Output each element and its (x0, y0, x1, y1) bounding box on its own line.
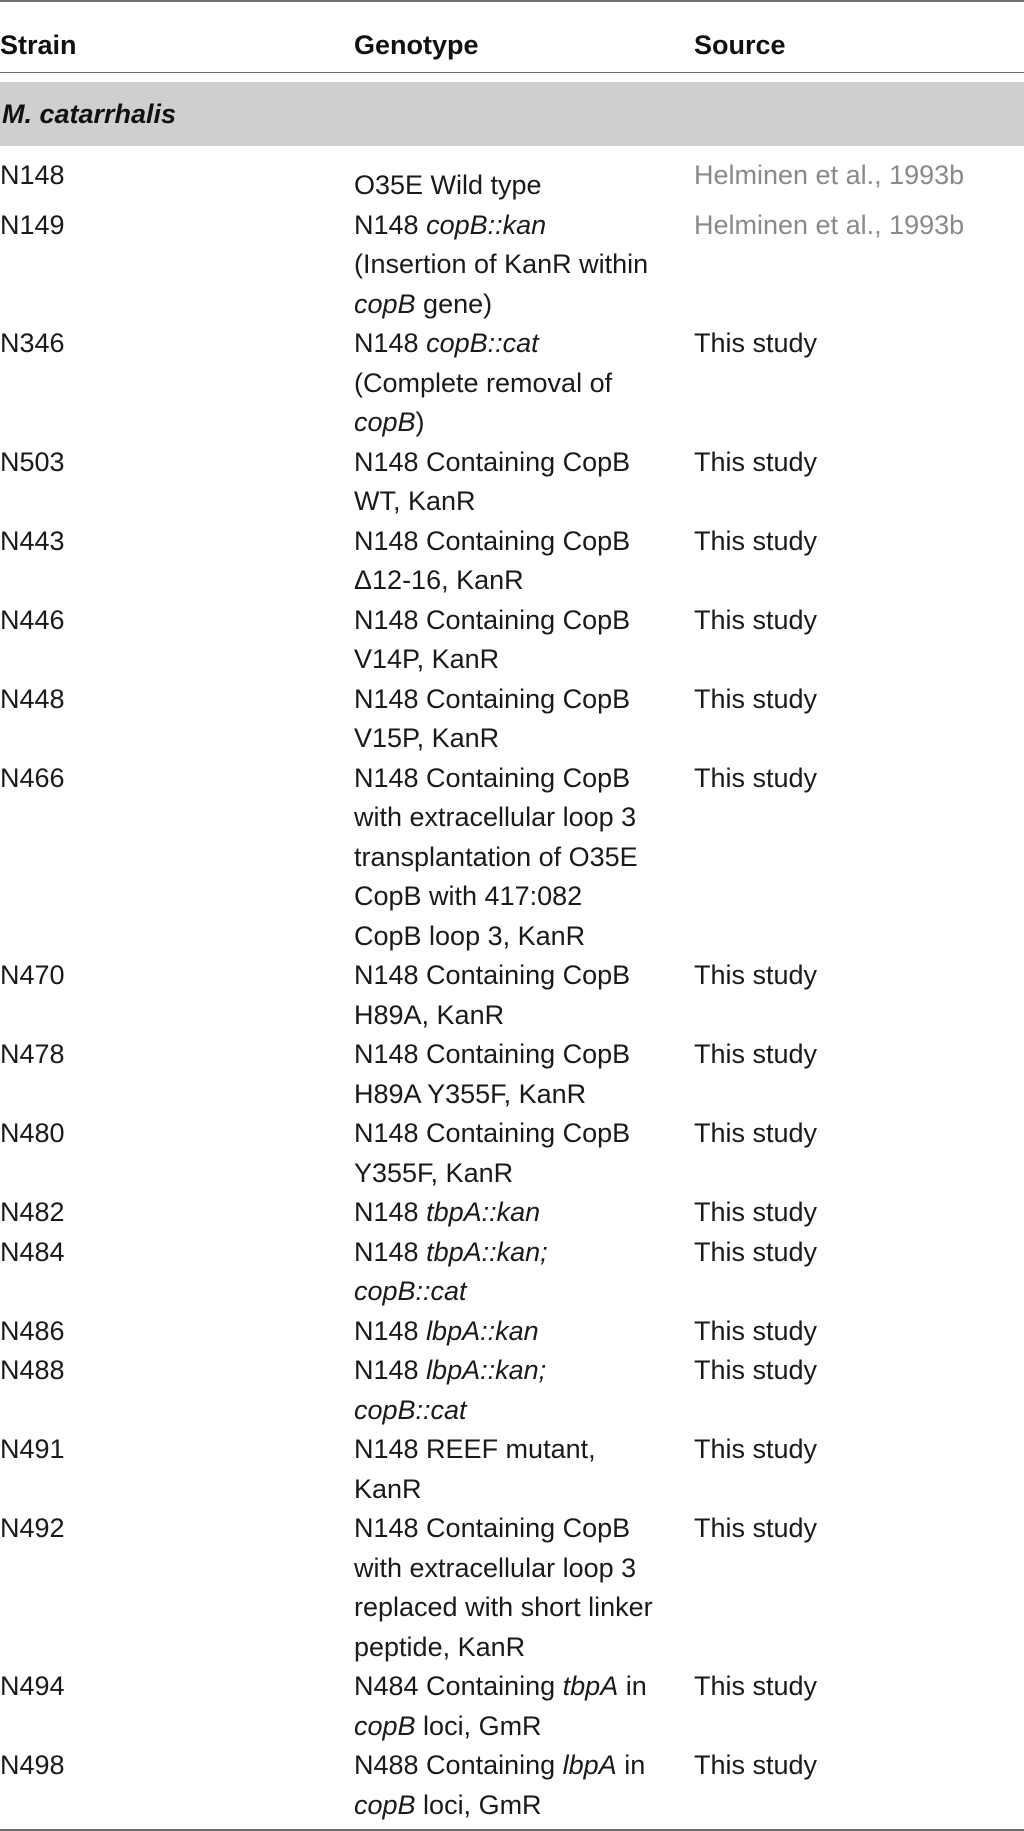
genotype-line: H89A Y355F, KanR (354, 1078, 587, 1109)
genotype-cell (354, 1312, 674, 1352)
genotype-cell (354, 1509, 674, 1667)
strain-cell: N492 (0, 1513, 65, 1543)
strain-cell: N482 (0, 1197, 65, 1227)
genotype-cell (354, 324, 674, 443)
table-row (0, 1233, 1024, 1312)
source-cell: This study (694, 525, 818, 556)
genotype-line: N148 Containing CopB (354, 1039, 631, 1069)
genotype-line: CopB with 417:082 (354, 881, 583, 911)
source-cell: This study (694, 1355, 818, 1385)
genotype-cell (354, 1746, 674, 1825)
genotype-line: KanR (354, 1473, 422, 1504)
strain-cell: N480 (0, 1118, 65, 1148)
genotype-line: copB loci, GmR (354, 1710, 542, 1741)
table-row (0, 1193, 1024, 1233)
genotype-line: N484 Containing tbpA in (354, 1671, 647, 1701)
genotype-line: N148 tbpA::kan (354, 1197, 541, 1227)
section-band (0, 82, 1024, 146)
strain-cell: N466 (0, 762, 65, 793)
strain-cell: N443 (0, 525, 65, 556)
strain-cell: N491 (0, 1434, 65, 1464)
table-row (0, 324, 1024, 443)
table-row (0, 443, 1024, 522)
genotype-cell (354, 1035, 674, 1114)
genotype-line: copB::cat (354, 1276, 467, 1306)
genotype-cell (354, 680, 674, 759)
source-cell: This study (694, 604, 818, 635)
genotype-line: N148 Containing CopB (354, 960, 631, 990)
genotype-line: (Complete removal of (354, 367, 613, 398)
genotype-line: replaced with short linker (354, 1592, 653, 1622)
strain-cell: N448 (0, 683, 65, 714)
table-body (0, 146, 1024, 1825)
genotype-line: peptide, KanR (354, 1631, 526, 1662)
source-cell: Helminen et al., 1993b (694, 209, 965, 240)
table-row (0, 1667, 1024, 1746)
strain-cell: N503 (0, 446, 65, 477)
genotype-line: N148 Containing CopB (354, 1118, 631, 1148)
strain-cell: N149 (0, 209, 65, 240)
strain-cell: N498 (0, 1750, 65, 1780)
genotype-line: N148 REEF mutant, (354, 1434, 596, 1464)
strain-cell: N484 (0, 1236, 65, 1267)
source-cell: This study (694, 1197, 818, 1227)
genotype-cell (354, 166, 674, 206)
source-cell: This study (694, 1513, 818, 1543)
header-genotype: Genotype (354, 30, 479, 60)
genotype-cell (354, 1193, 674, 1233)
genotype-cell (354, 956, 674, 1035)
strain-cell: N446 (0, 604, 65, 635)
genotype-cell (354, 522, 674, 601)
table-row (0, 1430, 1024, 1509)
genotype-line: N148 tbpA::kan; (354, 1236, 548, 1267)
genotype-line: N148 lbpA::kan (354, 1315, 539, 1346)
source-cell: This study (694, 328, 818, 358)
genotype-line: N488 Containing lbpA in (354, 1750, 646, 1780)
genotype-line: H89A, KanR (354, 999, 505, 1030)
genotype-cell (354, 1351, 674, 1430)
genotype-line: N148 copB::kan (354, 209, 547, 240)
table-row (0, 522, 1024, 601)
table-row (0, 1351, 1024, 1430)
genotype-line: WT, KanR (354, 486, 476, 516)
header-source: Source (694, 30, 786, 60)
genotype-line: copB gene) (354, 288, 493, 319)
genotype-line: with extracellular loop 3 (354, 802, 637, 832)
genotype-line: N148 Containing CopB (354, 762, 631, 793)
strain-cell: N148 (0, 160, 65, 190)
genotype-line: copB loci, GmR (354, 1789, 542, 1820)
source-cell: This study (694, 1750, 818, 1780)
genotype-cell (354, 601, 674, 680)
strain-cell: N478 (0, 1039, 65, 1069)
table-row (0, 206, 1024, 325)
header-strain: Strain (0, 30, 77, 60)
genotype-cell (354, 206, 674, 325)
genotype-cell (354, 1233, 674, 1312)
genotype-cell (354, 1114, 674, 1193)
genotype-line: transplantation of O35E (354, 841, 638, 872)
genotype-cell (354, 759, 674, 957)
section-label: M. catarrhalis (2, 99, 177, 129)
genotype-cell (354, 1667, 674, 1746)
source-cell: This study (694, 960, 818, 990)
table-row (0, 1312, 1024, 1352)
source-cell: This study (694, 1671, 818, 1701)
table-row (0, 601, 1024, 680)
genotype-line: Δ12-16, KanR (354, 565, 524, 595)
table-header (0, 2, 1024, 72)
genotype-line: N148 copB::cat (354, 328, 539, 358)
table-row (0, 956, 1024, 1035)
source-cell: This study (694, 1118, 818, 1148)
table-row (0, 1114, 1024, 1193)
strain-cell: N486 (0, 1315, 65, 1346)
strain-cell: N346 (0, 328, 65, 358)
genotype-line: N148 Containing CopB (354, 525, 631, 556)
genotype-cell (354, 443, 674, 522)
genotype-line: N148 lbpA::kan; (354, 1355, 547, 1385)
source-cell: This study (694, 762, 818, 793)
genotype-line: CopB loop 3, KanR (354, 920, 586, 951)
genotype-line: N148 Containing CopB (354, 604, 631, 635)
genotype-line: (Insertion of KanR within (354, 249, 649, 279)
table-row (0, 1035, 1024, 1114)
table-row (0, 1746, 1024, 1825)
source-cell: This study (694, 1315, 818, 1346)
source-cell: This study (694, 1039, 818, 1069)
table-row (0, 759, 1024, 957)
source-cell: This study (694, 446, 818, 477)
genotype-line: N148 Containing CopB (354, 1513, 631, 1543)
genotype-line: copB::cat (354, 1394, 467, 1425)
table-row (0, 156, 1024, 206)
source-cell: This study (694, 683, 818, 714)
source-cell: This study (694, 1434, 818, 1464)
source-cell: Helminen et al., 1993b (694, 160, 965, 190)
strain-cell: N494 (0, 1671, 65, 1701)
genotype-line: N148 Containing CopB (354, 446, 631, 477)
source-cell: This study (694, 1236, 818, 1267)
strain-cell: N470 (0, 960, 65, 990)
strain-cell: N488 (0, 1355, 65, 1385)
genotype-line: Y355F, KanR (354, 1157, 514, 1188)
genotype-line: copB) (354, 407, 425, 437)
table-row (0, 1509, 1024, 1667)
genotype-line: N148 Containing CopB (354, 683, 631, 714)
genotype-line: with extracellular loop 3 (354, 1552, 637, 1583)
genotype-line: V14P, KanR (354, 644, 500, 674)
genotype-line: V15P, KanR (354, 723, 500, 753)
genotype-cell (354, 1430, 674, 1509)
genotype-line: O35E Wild type (354, 170, 542, 200)
table-row (0, 680, 1024, 759)
